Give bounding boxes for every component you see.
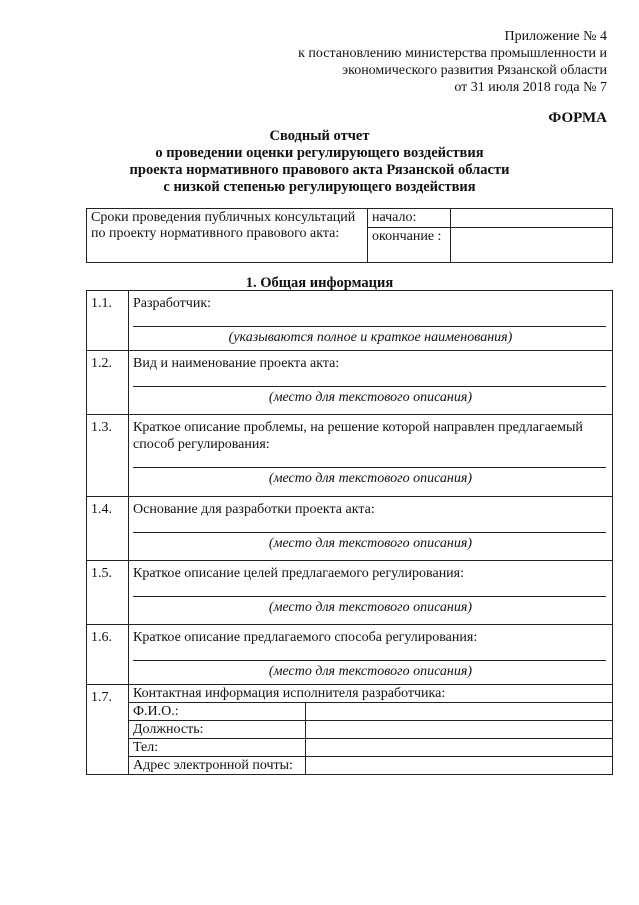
row-label: Разработчик: xyxy=(133,296,212,311)
contact-label: Контактная информация исполнителя разработчика: xyxy=(133,686,446,701)
row-label: Краткое описание предлагаемого способа регулирования: xyxy=(133,630,478,645)
contact-table xyxy=(129,702,612,774)
contact-field-value[interactable] xyxy=(306,757,613,775)
title-line-3: проекта нормативного правового акта Рязанской области xyxy=(129,162,510,178)
row-number: 1.3. xyxy=(87,415,129,497)
row-content xyxy=(129,351,613,415)
fill-line[interactable] xyxy=(133,455,606,468)
contact-field-value[interactable] xyxy=(306,739,613,757)
consultation-table xyxy=(86,208,613,263)
fill-line[interactable] xyxy=(133,314,606,327)
contact-row xyxy=(129,721,612,739)
table-row xyxy=(87,625,613,685)
fill-line[interactable] xyxy=(133,584,606,597)
appendix-header xyxy=(247,28,607,96)
table-row xyxy=(87,561,613,625)
row-number: 1.4. xyxy=(87,497,129,561)
table-row xyxy=(87,497,613,561)
title-line-2: о проведении оценки регулирующего воздействия xyxy=(155,145,484,161)
row-number: 1.7. xyxy=(87,685,129,775)
row-content xyxy=(129,497,613,561)
row-content xyxy=(129,625,613,685)
consultation-start-label: начало: xyxy=(368,209,451,228)
consultation-end-label: окончание : xyxy=(368,228,451,263)
row-number: 1.5. xyxy=(87,561,129,625)
contact-row xyxy=(129,757,612,775)
row-label: Вид и наименование проекта акта: xyxy=(133,356,340,371)
fill-line[interactable] xyxy=(133,648,606,661)
appendix-number: Приложение № 4 xyxy=(504,29,607,44)
table-row xyxy=(87,685,613,775)
consultation-start-value[interactable] xyxy=(451,209,613,228)
consultation-end-value[interactable] xyxy=(451,228,613,263)
contact-field-value[interactable] xyxy=(306,721,613,739)
contact-row xyxy=(129,703,612,721)
contact-field-label: Адрес электронной почты: xyxy=(129,757,306,775)
row-label: Краткое описание проблемы, на решение которой направлен предлагаемый способ регулирования: xyxy=(133,420,583,452)
row-hint: (место для текстового описания) xyxy=(268,536,473,551)
section-1-title: 1. Общая информация xyxy=(245,275,394,291)
document-title xyxy=(0,128,639,196)
title-line-1: Сводный отчет xyxy=(269,128,370,144)
fill-line[interactable] xyxy=(133,520,606,533)
consultation-label: Сроки проведения публичных консультаций по проекту нормативного правового акта: xyxy=(87,209,368,263)
row-hint: (место для текстового описания) xyxy=(268,600,473,615)
row-hint: (место для текстового описания) xyxy=(268,664,473,679)
contact-field-label: Ф.И.О.: xyxy=(129,703,306,721)
table-row xyxy=(87,415,613,497)
row-hint: (указываются полное и краткое наименования) xyxy=(228,330,513,345)
row-number: 1.2. xyxy=(87,351,129,415)
row-content xyxy=(129,561,613,625)
row-hint: (место для текстового описания) xyxy=(268,471,473,486)
general-info-table xyxy=(86,290,613,775)
contact-field-value[interactable] xyxy=(306,703,613,721)
row-number: 1.6. xyxy=(87,625,129,685)
row-content xyxy=(129,291,613,351)
row-content xyxy=(129,415,613,497)
appendix-ref-line-2: экономического развития Рязанской области xyxy=(342,63,607,78)
contact-field-label: Должность: xyxy=(129,721,306,739)
contact-row xyxy=(129,739,612,757)
table-row xyxy=(87,291,613,351)
form-label: ФОРМА xyxy=(548,110,607,126)
row-label: Основание для разработки проекта акта: xyxy=(133,502,375,517)
contact-field-label: Тел: xyxy=(129,739,306,757)
appendix-ref-line-1: к постановлению министерства промышленности и xyxy=(298,46,607,61)
appendix-date: от 31 июля 2018 года № 7 xyxy=(454,80,607,95)
title-line-4: с низкой степенью регулирующего воздействия xyxy=(163,179,476,195)
fill-line[interactable] xyxy=(133,374,606,387)
row-label: Краткое описание целей предлагаемого регулирования: xyxy=(133,566,465,581)
row-number: 1.1. xyxy=(87,291,129,351)
table-row xyxy=(87,351,613,415)
row-hint: (место для текстового описания) xyxy=(268,390,473,405)
contact-cell xyxy=(129,685,613,775)
